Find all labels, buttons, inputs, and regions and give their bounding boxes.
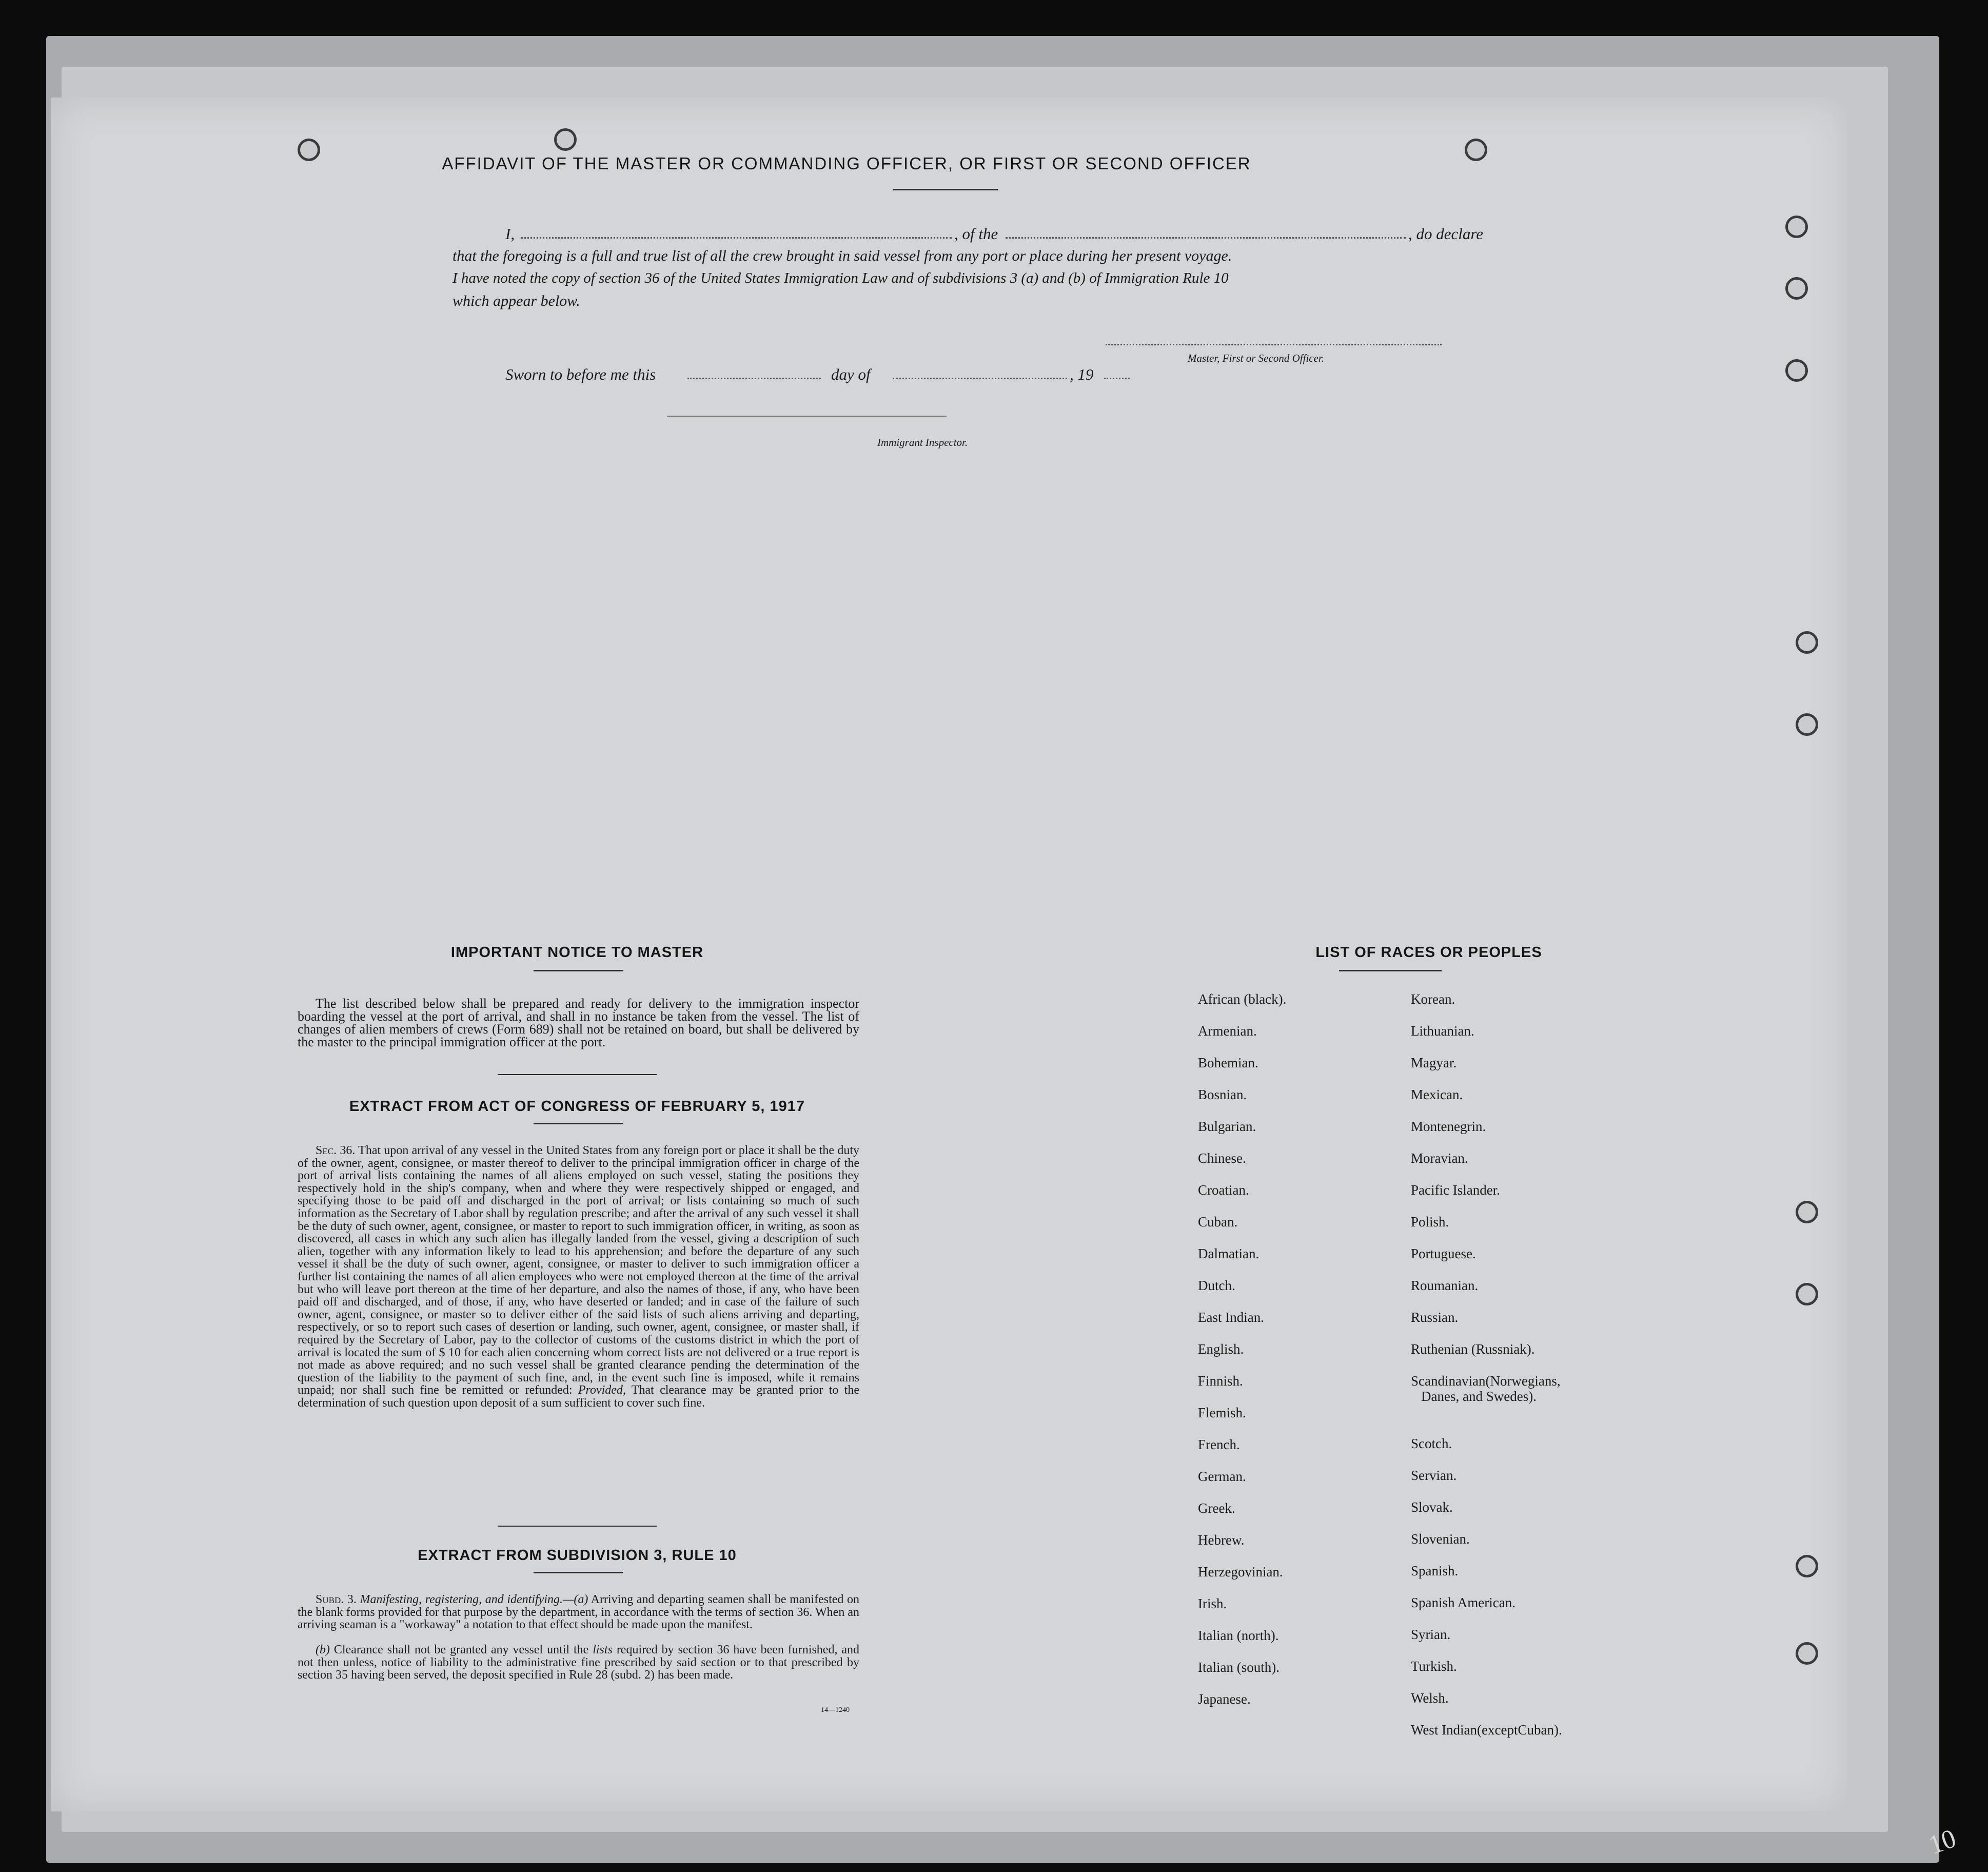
- declarant-name-field[interactable]: [521, 237, 952, 239]
- race-list-item: Bulgarian.: [1198, 1119, 1256, 1134]
- affidavit-do-declare: , do declare: [1408, 225, 1484, 243]
- affidavit-of-the: , of the: [954, 225, 998, 243]
- race-list-item: Bohemian.: [1198, 1055, 1258, 1070]
- race-list-item: Slovenian.: [1411, 1531, 1470, 1547]
- races-title: LIST OF RACES OR PEOPLES: [1315, 944, 1542, 961]
- race-list-item: Montenegrin.: [1411, 1119, 1486, 1134]
- race-list-item: Italian (south).: [1198, 1660, 1280, 1675]
- affidavit-line-3: which appear below.: [452, 292, 580, 309]
- year-label: , 19: [1070, 365, 1094, 383]
- race-list-item: Spanish American.: [1411, 1595, 1515, 1610]
- race-list-item: Roumanian.: [1411, 1278, 1479, 1293]
- sworn-label: Sworn to before me this: [505, 365, 656, 383]
- punch-hole-icon: [1796, 631, 1818, 654]
- punch-hole-icon: [1785, 277, 1808, 300]
- race-list-item: Irish.: [1198, 1596, 1227, 1611]
- master-signature-field[interactable]: [1106, 344, 1442, 345]
- affidavit-title: AFFIDAVIT OF THE MASTER OR COMMANDING OFFICER, OR FIRST OR SECOND OFFICER: [442, 154, 1251, 173]
- sworn-month-field[interactable]: [893, 378, 1067, 379]
- act-title: EXTRACT FROM ACT OF CONGRESS OF FEBRUARY 5, 1917: [349, 1098, 805, 1115]
- race-list-item: Armenian.: [1198, 1023, 1257, 1039]
- race-list-item: Japanese.: [1198, 1691, 1251, 1707]
- day-of-label: day of: [831, 365, 871, 383]
- race-list-item: German.: [1198, 1469, 1246, 1484]
- race-list-item: Portuguese.: [1411, 1246, 1476, 1261]
- race-list-item: Ruthenian (Russniak).: [1411, 1341, 1535, 1357]
- race-list-item: Scandinavian(Norwegians,: [1411, 1373, 1561, 1389]
- race-list-item: East Indian.: [1198, 1310, 1264, 1325]
- race-list-item: West Indian(exceptCuban).: [1411, 1722, 1562, 1738]
- document-page: [51, 98, 1847, 1811]
- race-list-item: Finnish.: [1198, 1373, 1243, 1389]
- notice-divider: [498, 1074, 657, 1075]
- race-list-item: English.: [1198, 1341, 1244, 1357]
- punch-hole-icon: [1785, 216, 1808, 238]
- rule-text-b: [298, 1644, 859, 1682]
- race-list-item: Syrian.: [1411, 1627, 1451, 1642]
- punch-hole-icon: [1785, 359, 1808, 382]
- race-list-item: Polish.: [1411, 1214, 1449, 1230]
- punch-hole-icon: [1796, 1555, 1818, 1577]
- race-list-item: Magyar.: [1411, 1055, 1457, 1070]
- affidavit-title-rule: [893, 189, 998, 190]
- rule-b-text-1: Clearance shall not be granted any vessel until the: [333, 1643, 589, 1656]
- race-list-item: Dalmatian.: [1198, 1246, 1259, 1261]
- act-section-text: That upon arrival of any vessel in the United States from any foreign port or place it shall be the duty of the owner, agent, consignee, or master thereof to deliver to the principal immigration officer in charge of the port of arrival lists containing the names of all aliens employed on such vessel, stating the positions they respectively hold in the ship's company, when and where they were respectively shipped or engaged, and specifying those to be paid off and discharged in the port of arrival; or lists containing so much of such information as the Secretary of Labor shall by regulation prescribe; and after the arrival of any such vessel it shall be the duty of such owner, agent, consignee, or master to report to such immigration officer, in writing, as soon as discovered, all cases in which any such alien has illegally landed from the vessel, giving a description of such alien, together with any information likely to lead to his apprehension; and before the departure of any such vessel it shall be the duty of such owner, agent, consignee, or master to deliver to such immigration officer a further list containing the names of all alien employees who were not employed thereon at the time of the arrival but who will leave port thereon at the time of her departure, and also the names of those, if any, who have been paid off and discharged, and of those, if any, who have deserted or landed; and in case of the failure of such owner, agent, consignee, or master so to deliver either of the said lists of such aliens arriving and departing, respectively, or so to report such cases of desertion or landing, such owner, agent, consignee, or master shall, if required by the Secretary of Labor, pay to the collector of customs of the customs district in which the port of arrival is located the sum of $ 10 for each alien concerning whom correct lists are not delivered or a true report is not made as above required; and no such vessel shall be granted clearance pending the determination of the question of the liability to the payment of such fine, and, in the event such fine is imposed, while it remains unpaid; nor shall such fine be remitted or refunded:: [298, 1144, 859, 1397]
- race-list-item: Croatian.: [1198, 1182, 1249, 1198]
- race-list-item: Lithuanian.: [1411, 1023, 1474, 1039]
- punch-hole-icon: [1796, 1642, 1818, 1665]
- race-list-item: Korean.: [1411, 991, 1455, 1007]
- rule-subd-label: Subd. 3.: [316, 1593, 357, 1606]
- act-title-rule: [534, 1123, 623, 1124]
- rule-title: EXTRACT FROM SUBDIVISION 3, RULE 10: [418, 1547, 737, 1564]
- notice-title: IMPORTANT NOTICE TO MASTER: [450, 944, 704, 961]
- race-list-item: Cuban.: [1198, 1214, 1238, 1230]
- rule-text-a: [298, 1593, 859, 1631]
- sworn-day-field[interactable]: [687, 378, 821, 379]
- punch-hole-icon: [1796, 713, 1818, 736]
- race-list-item: Turkish.: [1411, 1659, 1457, 1674]
- race-list-item: Moravian.: [1411, 1150, 1468, 1166]
- act-section-label: Sec. 36.: [316, 1144, 356, 1157]
- race-list-item: Herzegovinian.: [1198, 1564, 1283, 1580]
- affidavit-line-1: that the foregoing is a full and true list of all the crew brought in said vessel from any port or place during her present voyage.: [452, 247, 1232, 264]
- race-list-item: Chinese.: [1198, 1150, 1246, 1166]
- race-list-item: Italian (north).: [1198, 1628, 1279, 1643]
- race-list-item: Scotch.: [1411, 1436, 1452, 1451]
- notice-title-rule: [534, 970, 623, 971]
- sworn-year-field[interactable]: [1104, 378, 1130, 379]
- act-provided: Provided,: [578, 1383, 626, 1397]
- race-list-item: Bosnian.: [1198, 1087, 1247, 1102]
- race-list-item: Flemish.: [1198, 1405, 1246, 1420]
- rule-a-text: Arriving and departing seamen shall be manifested on the blank forms provided for that purpose by the department, in accordance with the terms of section 36. When an arriving seaman is a "workaway" a notation to that effect should be made upon the manifest.: [298, 1593, 859, 1631]
- race-list-item: Welsh.: [1411, 1690, 1449, 1706]
- act-text: [298, 1144, 859, 1409]
- inspector-signature-field[interactable]: [667, 416, 947, 417]
- race-list-item: Hebrew.: [1198, 1532, 1245, 1548]
- master-caption: Master, First or Second Officer.: [1188, 352, 1324, 364]
- punch-hole-icon: [1796, 1201, 1818, 1223]
- race-list-item: Danes, and Swedes).: [1421, 1389, 1537, 1404]
- race-list-item: Spanish.: [1411, 1563, 1459, 1578]
- act-divider: [498, 1526, 657, 1527]
- margin-page-mark: 10: [1924, 1823, 1960, 1861]
- notice-text: The list described below shall be prepared and ready for delivery to the immigration inspector boarding the vessel at the port of arrival, and shall in no instance be taken from the vessel. The list of changes of alien members of crews (Form 689) shall not be retained on board, but shall be delivered by the master to the principal immigration officer at the port.: [298, 996, 859, 1049]
- rule-b-label: (b): [316, 1643, 330, 1656]
- punch-hole-icon: [554, 128, 577, 151]
- race-list-item: Servian.: [1411, 1468, 1457, 1483]
- race-list-item: Greek.: [1198, 1500, 1235, 1516]
- punch-hole-icon: [1796, 1283, 1818, 1305]
- inspector-caption: Immigrant Inspector.: [877, 436, 968, 449]
- punch-hole-icon: [1465, 139, 1487, 161]
- form-number: 14—1240: [821, 1706, 850, 1714]
- race-list-item: Pacific Islander.: [1411, 1182, 1500, 1198]
- race-list-item: French.: [1198, 1437, 1240, 1452]
- affidavit-line-2: I have noted the copy of section 36 of the United States Immigration Law and of subdivisions 3 (a) and (b) of Immigration Rule 10: [452, 270, 1229, 286]
- affidavit-i-label: I,: [505, 225, 515, 243]
- race-list-item: Russian.: [1411, 1310, 1459, 1325]
- rule-b-lists: lists: [593, 1643, 613, 1656]
- race-list-item: Dutch.: [1198, 1278, 1235, 1293]
- rule-subd-heading: Manifesting, registering, and identifying.—(a): [360, 1593, 588, 1606]
- races-title-rule: [1339, 970, 1442, 971]
- vessel-name-field[interactable]: [1006, 237, 1406, 239]
- act-section-text-end: That clearance may be granted prior to the determination of such question upon deposit of a sum sufficient to cover such fine.: [298, 1383, 860, 1410]
- race-list-item: Slovak.: [1411, 1499, 1453, 1515]
- rule-b-text-2: required by section 36 have been furnished, and not then unless, notice of liability to the administrative fine prescribed by said section or to that prescribed by section 35 having been served, the deposit specified in Rule 28 (subd. 2) has been made.: [298, 1643, 859, 1682]
- race-list-item: Mexican.: [1411, 1087, 1463, 1102]
- race-list-item: African (black).: [1198, 991, 1287, 1007]
- rule-title-rule: [534, 1572, 623, 1573]
